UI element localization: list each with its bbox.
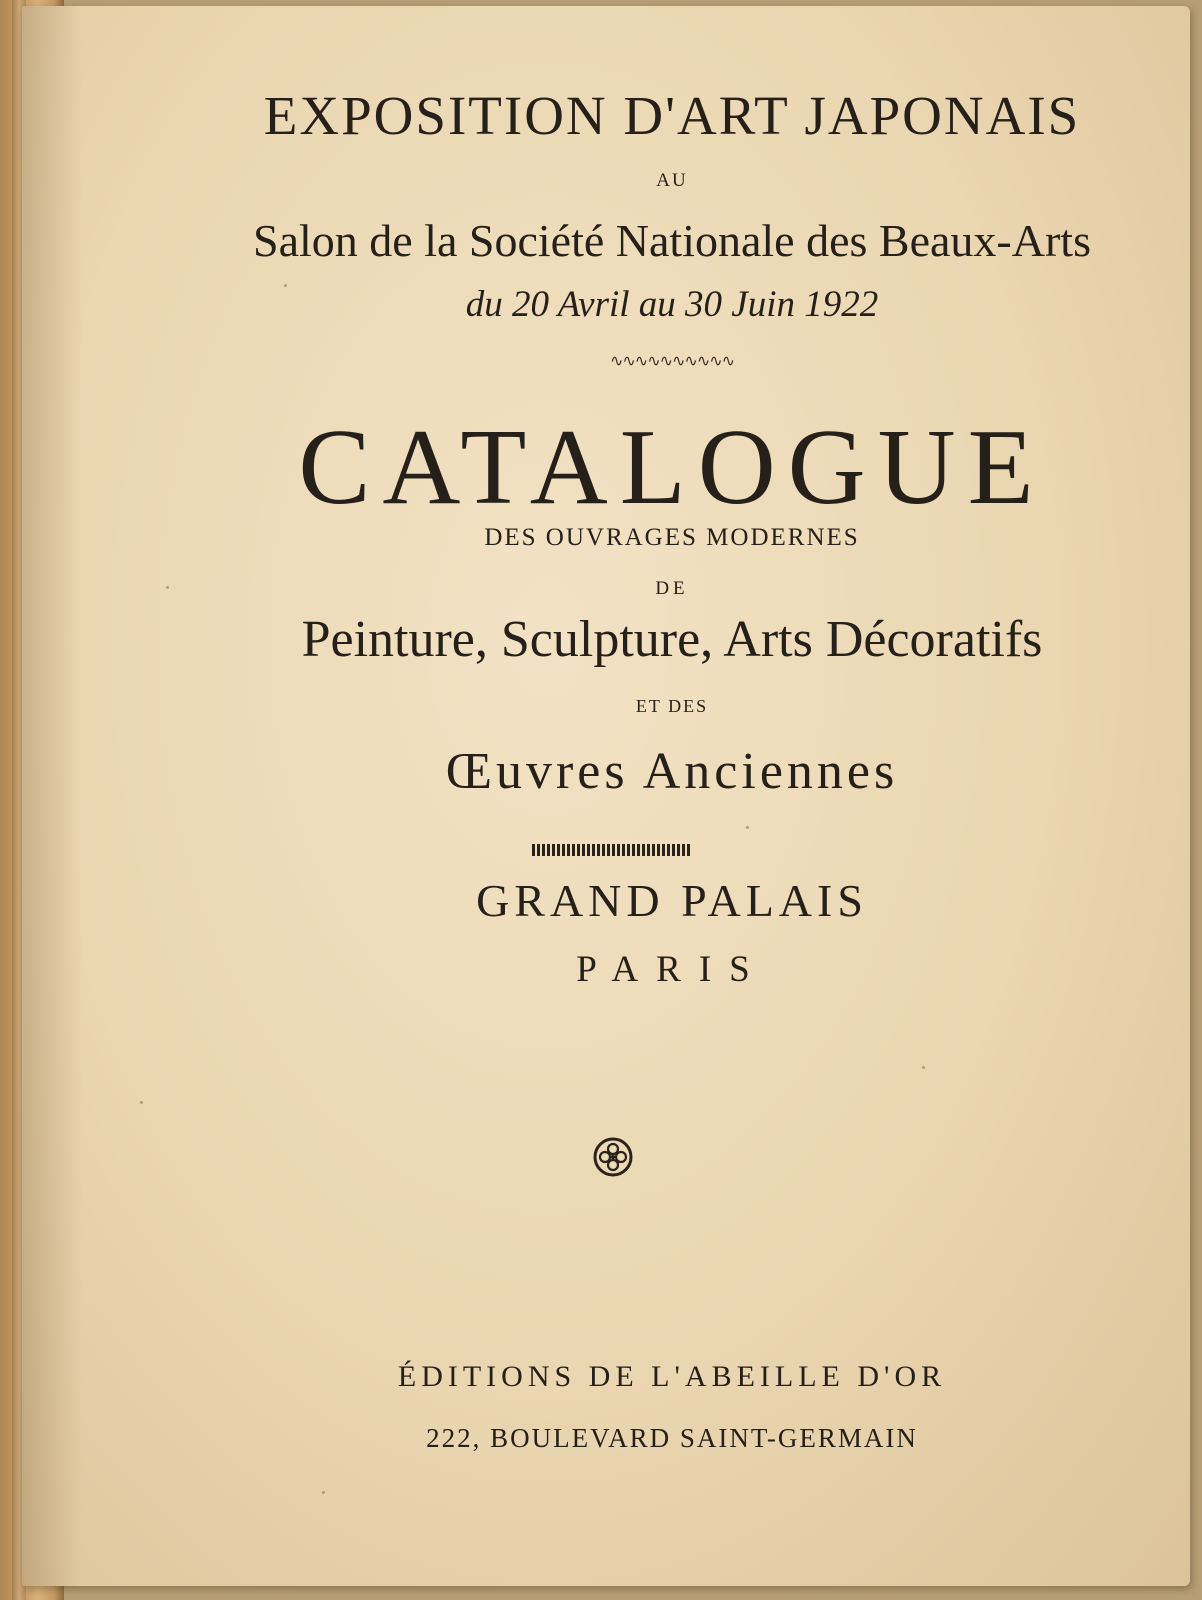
- des-ouvrages-line: DES OUVRAGES MODERNES: [484, 524, 860, 551]
- paper-speck: [284, 284, 287, 287]
- venue-city: PARIS: [576, 949, 768, 990]
- paper-speck: [140, 1101, 143, 1104]
- au-label: AU: [656, 170, 688, 191]
- venue-name: GRAND PALAIS: [476, 875, 868, 926]
- wave-ornament: ∿∿∿∿∿∿∿∿∿∿: [609, 353, 735, 370]
- exhibition-dates: du 20 Avril au 30 Juin 1922: [465, 284, 879, 325]
- et-des-label: ET DES: [635, 696, 709, 716]
- exhibition-title: EXPOSITION D'ART JAPONAIS: [263, 85, 1081, 146]
- page-gutter-shadow: [22, 6, 82, 1586]
- salon-line: Salon de la Société Nationale des Beaux-Arts: [253, 215, 1091, 266]
- bar-ornament: [532, 844, 692, 856]
- publisher-address: 222, BOULEVARD SAINT-GERMAIN: [426, 1423, 918, 1453]
- paper-speck: [922, 1066, 925, 1069]
- disciplines-line: Peinture, Sculpture, Arts Décoratifs: [301, 611, 1043, 668]
- oeuvres-anciennes-line: Œuvres Anciennes: [445, 743, 899, 800]
- paper-speck: [746, 826, 749, 829]
- title-page: [22, 6, 1190, 1586]
- de-label: DE: [655, 578, 689, 599]
- paper-speck: [322, 1491, 325, 1494]
- paper-speck: [166, 586, 169, 589]
- rosette-icon: [592, 1136, 634, 1178]
- catalogue-heading: CATALOGUE: [298, 408, 1046, 527]
- publisher-name: ÉDITIONS DE L'ABEILLE D'OR: [397, 1360, 947, 1393]
